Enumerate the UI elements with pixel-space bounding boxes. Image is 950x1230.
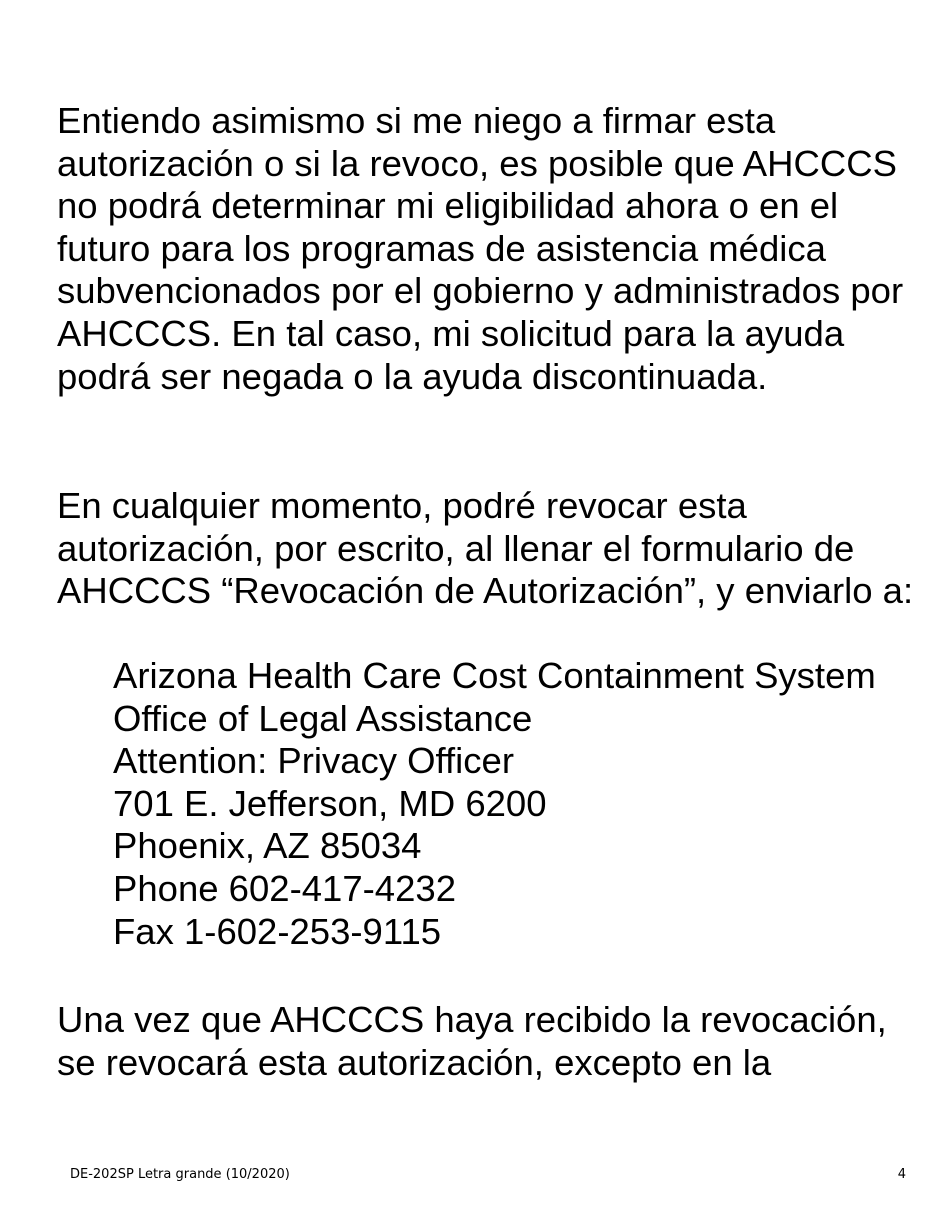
address-city-state-zip: Phoenix, AZ 85034 [113,825,422,867]
mailing-address [113,655,876,953]
address-phone: Phone 602-417-4232 [113,867,456,909]
address-organization: Arizona Health Care Cost Containment System [113,655,876,696]
address-street: 701 E. Jefferson, MD 6200 [113,782,547,824]
paragraph-revocation-instructions: En cualquier momento, podré revocar esta autorización, por escrito, al llenar el formulario de AHCCCS “Revocación de Autorización”, y enviarlo a: [57,485,914,612]
form-identifier: DE-202SP Letra grande (10/2020) [70,1167,290,1182]
address-attention: Attention: Privacy Officer [113,740,514,782]
address-fax: Fax 1-602-253-9115 [113,910,442,952]
paragraph-revocation-effect: Una vez que AHCCCS haya recibido la revocación, se revocará esta autorización, excepto en la [57,999,887,1083]
page-number: 4 [897,1167,906,1182]
paragraph-authorization-refusal: Entiendo asimismo si me niego a firmar esta autorización o si la revoco, es posible que AHCCCS no podrá determinar mi eligibilidad ahora o en el futuro para los programas de asistencia médica subvencionados por el gobierno y administrados por AHCCCS. En tal caso, mi solicitud para la ayuda podrá ser negada o la ayuda discontinuada. [57,100,904,397]
address-office: Office of Legal Assistance [113,697,533,739]
